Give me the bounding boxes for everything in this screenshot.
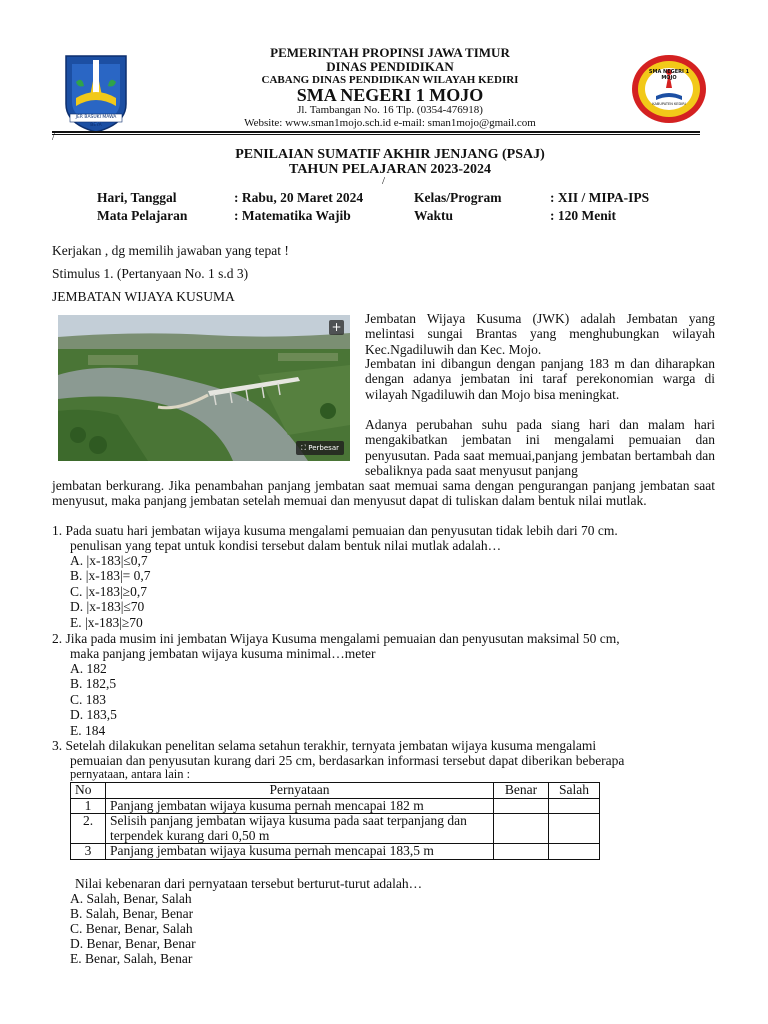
table-header-row [71,783,600,799]
photo-expand-icon[interactable]: + [329,320,344,335]
passage-paragraph-3a: Adanya perubahan suhu pada siang hari dan malam hari mengakibatkan jembatan ini mengalami pemuaian dan penyusutan. Pada saat memuai,panjang jembatan bertambah dan sebaliknya pada saat menyusut panjang [365,417,715,478]
q3-option-e[interactable]: E. Benar, Salah, Benar [70,951,193,966]
col-statement-header: Pernyataan [106,783,494,799]
header-rule-thick [52,131,700,133]
subject-value: : Matematika Wajib [234,208,351,223]
time-value: : 120 Menit [550,208,616,223]
class-value: : XII / MIPA-IPS [550,190,650,205]
q3-text-cont: pemuaian dan penyusutan kurang dari 25 cm, berdasarkan informasi tersebut dapat diberikan beberapa [70,753,625,768]
right-logo-top-text: SMA NEGERI 1 MOJO [648,69,690,81]
table-row [71,814,600,844]
school-name: SMA NEGERI 1 MOJO [296,85,484,105]
passage-paragraph-1: Jembatan Wijaya Kusuma (JWK) adalah Jembatan yang melintasi sungai Brantas yang menghubungkan wilayah Kec.Ngadiluwih dan Kec. Mojo. [365,311,715,357]
q2-text-cont: maka panjang jembatan wijaya kusuma minimal…meter [70,646,376,661]
exam-slash: / [382,175,386,187]
passage-paragraph-2: Jembatan ini dibangun dengan panjang 183 m dan diharapkan dengan adanya jembatan ini taraf perekonomian warga di wilayah Ngadiluwih dan Mojo bisa meningkat. [365,356,715,402]
passage-heading: JEMBATAN WIJAYA KUSUMA [52,289,235,304]
table-row [71,844,600,860]
q2-option-d[interactable]: D. 183,5 [70,707,117,722]
exam-title: PENILAIAN SUMATIF AKHIR JENJANG (PSAJ) [235,147,545,162]
stray-slash: / [52,132,55,143]
header-line-1: PEMERINTAH PROPINSI JAWA TIMUR [270,45,510,60]
q2-option-c[interactable]: C. 183 [70,692,107,707]
table-row [71,798,600,814]
row-statement: Selisih panjang jembatan wijaya kusuma pada saat terpanjang dan terpendek kurang dari 0,50 m [106,814,494,844]
q2-option-e[interactable]: E. 184 [70,723,106,738]
q1-option-d[interactable]: D. |x-183|≤70 [70,599,145,614]
school-emblem-icon [630,50,708,128]
q1-option-c[interactable]: C. |x-183|≥0,7 [70,584,147,599]
q1-option-a[interactable]: A. |x-183|≤0,7 [70,553,148,568]
row-statement: Panjang jembatan wijaya kusuma pernah mencapai 183,5 m [106,844,494,860]
q1-text: 1. Pada suatu hari jembatan wijaya kusuma mengalami pemuaian dan penyusutan tidak lebih dari 70 cm. [52,523,618,538]
q1-option-e[interactable]: E. |x-183|≥70 [70,615,143,630]
statement-table [70,782,600,860]
instruction: Kerjakan , dg memilih jawaban yang tepat ! [52,243,289,258]
q3-option-d[interactable]: D. Benar, Benar, Benar [70,936,196,951]
q1-option-b[interactable]: B. |x-183|= 0,7 [70,568,151,583]
row-number: 1 [71,798,106,814]
row-false-cell[interactable] [549,814,600,844]
subject-label: Mata Pelajaran [97,208,188,223]
col-true-header: Benar [494,783,549,799]
row-number: 2. [71,814,106,844]
right-logo [630,50,708,128]
q2-option-a[interactable]: A. 182 [70,661,107,676]
left-logo [62,52,130,134]
school-website: Website: www.sman1mojo.sch.id e-mail: sman1mojo@gmail.com [244,117,536,129]
q2-option-b[interactable]: B. 182,5 [70,676,117,691]
day-value: : Rabu, 20 Maret 2024 [234,190,364,205]
class-label: Kelas/Program [414,190,502,205]
row-true-cell[interactable] [494,844,549,860]
header-line-3: CABANG DINAS PENDIDIKAN WILAYAH KEDIRI [261,74,519,86]
q1-text-cont: penulisan yang tepat untuk kondisi tersebut dalam bentuk nilai mutlak adalah… [70,538,502,553]
passage-paragraph-3b: jembatan berkurang. Jika penambahan panjang jembatan saat memuai sama dengan pengurangan panjang jembatan saat menyusut, maka panjang jembatan setelah memuai dan menyusut dapat di tuliskan dalam bentuk nilai mutlak. [52,478,715,509]
bridge-photo[interactable] [58,315,350,461]
q3-closing: Nilai kebenaran dari pernyataan tersebut berturut-turut adalah… [75,876,423,891]
bridge-aerial-illustration [58,315,350,461]
row-false-cell[interactable] [549,844,600,860]
left-logo-caption: JER BASUKI MAWA BEYA [75,115,117,128]
day-label: Hari, Tanggal [97,190,177,205]
stimulus-label: Stimulus 1. (Pertanyaan No. 1 s.d 3) [52,266,249,281]
q3-text: 3. Setelah dilakukan penelitan selama setahun terakhir, ternyata jembatan wijaya kusuma mengalami [52,738,597,753]
exam-year: TAHUN PELAJARAN 2023-2024 [289,162,491,177]
q3-option-a[interactable]: A. Salah, Benar, Salah [70,891,192,906]
q3-option-b[interactable]: B. Salah, Benar, Benar [70,906,194,921]
row-number: 3 [71,844,106,860]
row-false-cell[interactable] [549,798,600,814]
header-line-2: DINAS PENDIDIKAN [326,59,454,74]
school-address: Jl. Tambangan No. 16 Tlp. (0354-476918) [297,104,483,116]
row-true-cell[interactable] [494,798,549,814]
row-statement: Panjang jembatan wijaya kusuma pernah mencapai 182 m [106,798,494,814]
q2-text: 2. Jika pada musim ini jembatan Wijaya Kusuma mengalami pemuaian dan penyusutan maksimal 50 cm, [52,631,620,646]
row-true-cell[interactable] [494,814,549,844]
photo-zoom-button[interactable]: ⛶ Perbesar [296,441,344,455]
col-false-header: Salah [549,783,600,799]
header-rule-thin [52,134,700,135]
time-label: Waktu [414,208,454,223]
col-no-header: No [71,783,106,799]
q3-text-cont-2: pernyataan, antara lain : [70,767,191,781]
right-logo-bottom-text: KABUPATEN KEDIRI [652,102,686,106]
q3-option-c[interactable]: C. Benar, Benar, Salah [70,921,193,936]
